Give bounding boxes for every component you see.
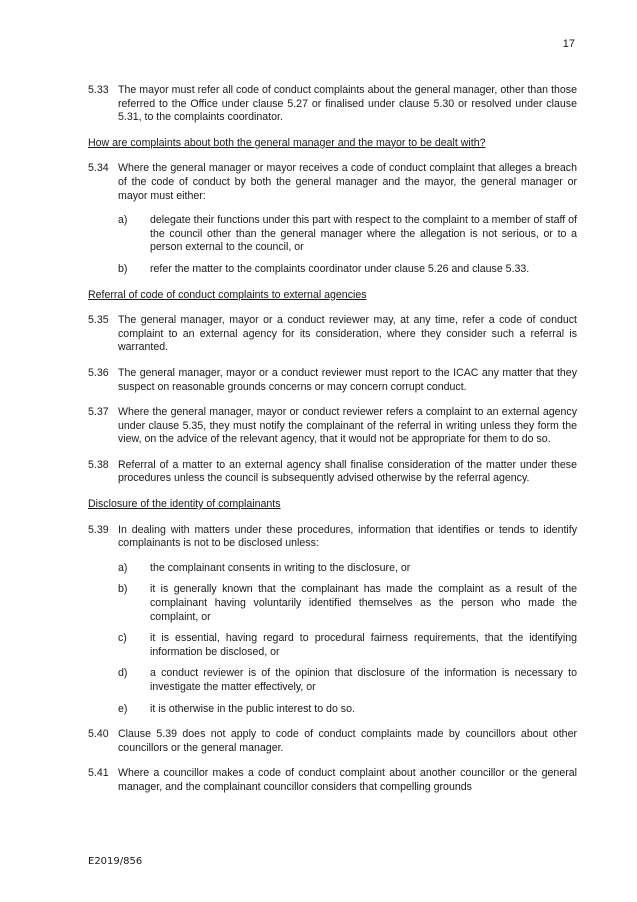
clause [88,524,577,717]
clause-item-list [118,562,577,716]
clause-text: Clause 5.39 does not apply to code of conduct complaints made by councillors about other councillors or the general manager. [118,728,577,754]
clause-text: Where the general manager, mayor or conduct reviewer refers a complaint to an external agency under clause 5.35, they must notify the complainant of the referral in writing unless they form the view, on the advice of the relevant agency, that it would not be appropriate for them to do so. [118,406,577,446]
clause-text: The mayor must refer all code of conduct complaints about the general manager, other than those referred to the Office under clause 5.27 or finalised under clause 5.30 or resolved under clause 5.31, to the complaints coordinator. [118,84,577,124]
list-item [118,583,577,624]
clause-item-list [118,214,577,276]
clause [88,367,577,394]
list-item-text: delegate their functions under this part with respect to the complaint to a member of staff of the council other than the general manager where the allegation is not serious, or to a person external to the council, or [150,214,577,254]
clause-number: 5.34 [88,162,109,175]
list-item-letter: b) [118,262,128,275]
clause-number: 5.41 [88,767,109,780]
clause-text: Where a councillor makes a code of conduct complaint about another councillor or the general manager, and the complainant councillor considers that compelling grounds [118,767,577,793]
clause-text: Where the general manager or mayor receives a code of conduct complaint that alleges a breach of the code of conduct by both the general manager and the mayor, the general manager or mayor must either: [118,162,577,202]
list-item-letter: b) [118,583,128,596]
list-item [118,667,577,694]
clause [88,406,577,447]
clause-number: 5.36 [88,366,109,379]
clause [88,728,577,755]
list-item-letter: d) [118,667,128,680]
list-item [118,703,577,717]
list-item [118,214,577,255]
clause-text: In dealing with matters under these procedures, information that identifies or tends to identify complainants is not to be disclosed unless: [118,523,577,550]
clause-number: 5.39 [88,523,109,536]
clause [88,767,577,794]
list-item-letter: e) [118,702,128,715]
list-item-letter: a) [118,214,128,227]
list-item [118,562,577,576]
clause [88,162,577,276]
page-number: 17 [562,38,575,50]
list-item-text: it is generally known that the complainant has made the complaint as a result of the complainant having voluntarily identified themselves as the person who made the complaint, or [150,583,577,623]
clause-text: Referral of a matter to an external agency shall finalise consideration of the matter under these procedures unless the council is subsequently advised otherwise by the referral agency. [118,458,577,485]
clause [88,84,577,125]
clause-number: 5.33 [88,84,109,96]
clause-text: The general manager, mayor or a conduct reviewer may, at any time, refer a code of conduct complaint to an external agency for its consideration, where they consider such a referral is warranted. [118,314,577,354]
list-item [118,632,577,659]
section-heading: How are complaints about both the general manager and the mayor to be dealt with? [88,136,486,149]
footer-reference: E2019/856 [88,856,143,867]
list-item-letter: a) [118,561,128,574]
clause-number: 5.40 [88,728,109,741]
list-item-text: refer the matter to the complaints coordinator under clause 5.26 and clause 5.33. [150,262,530,275]
list-item [118,263,577,277]
list-item-text: it is essential, having regard to procedural fairness requirements, that the identifying information be disclosed, or [150,632,577,658]
clause-number: 5.38 [88,458,109,471]
document-body [88,84,577,807]
list-item-text: it is otherwise in the public interest to do so. [150,702,355,715]
clause [88,314,577,355]
section-heading: Disclosure of the identity of complainants [88,498,281,511]
clause-number: 5.37 [88,406,109,419]
section-heading: Referral of code of conduct complaints to external agencies [88,288,367,301]
clause-number: 5.35 [88,314,109,327]
list-item-text: the complainant consents in writing to the disclosure, or [150,561,411,574]
clause-text: The general manager, mayor or a conduct reviewer must report to the ICAC any matter that they suspect on reasonable grounds concerns or may concern corrupt conduct. [118,366,577,393]
list-item-letter: c) [118,632,127,645]
list-item-text: a conduct reviewer is of the opinion that disclosure of the information is necessary to investigate the matter effectively, or [150,667,577,693]
clause [88,459,577,486]
